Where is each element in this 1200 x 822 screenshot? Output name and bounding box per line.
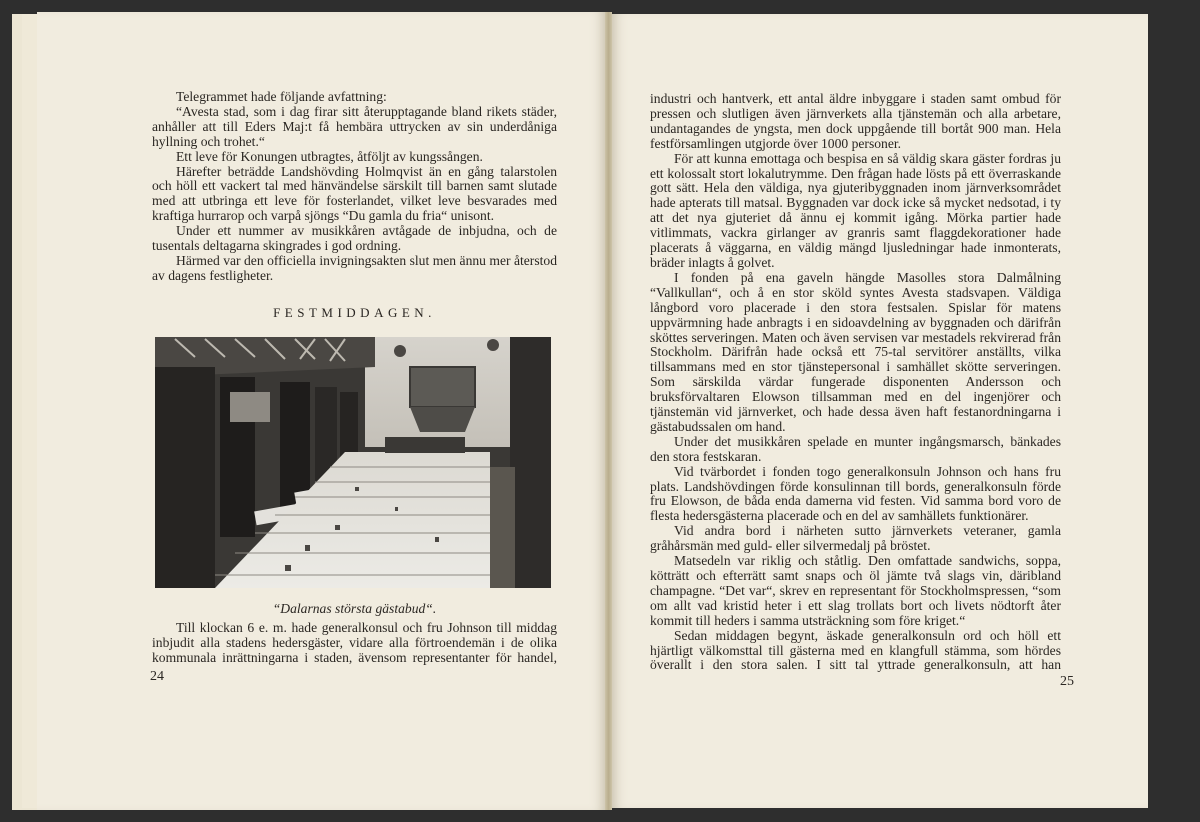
banquet-photo [155,337,551,588]
book-gutter [605,12,612,810]
page-number-left: 24 [150,669,164,684]
paragraph: Under ett nummer av musikkåren avtågade de inbjudna, och de tusentals deltagarna skingrades i god ordning. [152,223,557,254]
paragraph: Till klockan 6 e. m. hade generalkonsul och fru Johnson till middag inbjudit alla stadens hedersgäster, vidare alla förtroendemän i de olika kommunala inrättningarna i staden, ävensom representanter för handel, [152,620,557,665]
left-body-text [152,90,557,284]
photo-caption: “Dalarnas största gästabud“. [272,601,437,616]
paragraph: Telegrammet hade följande avfattning: [176,89,387,104]
paragraph: Härmed var den officiella invigningsakten slut men ännu mer återstod av dagens festligheter. [152,252,557,283]
paragraph: Vid andra bord i närheten sutto järnverkets veteraner, gamla gråhårsmän med guld- eller silvermedalj på bröstet. [650,523,1061,554]
paragraph: I fonden på ena gaveln hängde Masolles stora Dalmålning “Vallkullan“, och å en stor sköld syntes Avesta stadsvapen. Väldiga långbord voro placerade i den stora festsalen. Spislar för matens uppvärmning hade anbragts i en sidoavdelning av byggnaden och därifrån sköttes serveringen. Maten och även servisen var mestadels rekvirerad från Stockholm. Därifrån hade också ett 75-tal servitörer anställts, vilka tillsammans med en stor tjänstepersonal i samhället skötte serveringen. Som särskilda värdar fungerade disponenten Andersson och bruksförvaltaren Elowson tillsamman med en del ingenjörer och tjänstemän vid järnverket, och hade dessa även haft festanordningarna i gästabudssalen om hand. [650,269,1061,434]
banquet-photo-illustration [155,337,551,588]
paragraph: “Avesta stad, som i dag firar sitt återupptagande bland rikets städer, anhåller att till Eders Maj:t få hembära uttrycken av sin underdåniga hyllning och trohet.“ [152,103,557,149]
paragraph: Under det musikkåren spelade en munter ingångsmarsch, bänkades den stora festskaran. [650,433,1061,464]
paragraph: För att kunna emottaga och bespisa en så väldig skara gäster fordras ju ett kolossalt stort lokalutrymme. Den frågan hade lösts på ett överraskande gott sätt. Hela den väldiga, nya gjuteribyggnaden inom järnverksområdet hade apterats till matsal. Byggnaden var dock icke så mycket nedsotad, i ty att det nya gjuteriet då ännu ej kommit igång. Mörka partier hade vitlimmats, vackra girlanger av granris samt flaggdekorationer hade placerats å väggarna, en väldig mängd ljusledningar hade inmonterats, bräder inlagts å golvet. [650,150,1061,270]
paragraph: Vid tvärbordet i fonden togo generalkonsuln Johnson och hans fru plats. Landshövdingen förde konsulinnan till bords, generalkonsuln förde fru Elowson, de båda enda damerna vid festen. Vid samma bord voro de flesta hedersgästerna placerade och en del av samhällets funktionärer. [650,463,1061,524]
left-body-text-continued [152,621,557,666]
paragraph: Matsedeln var riklig och ståtlig. Den omfattade sandwichs, soppa, kötträtt och efterrätt samt snaps och öl jämte två slags vin, däribland champagne. “Det var“, skrev en representant för Stockholmspressen, “som om allt vad kristid heter i ett slag trollats bort och livets nödtorft åter kommit till heders i samma utsträckning som före kriget.“ [650,553,1061,628]
paragraph: industri och hantverk, ett antal äldre inbyggare i staden samt ombud för pressen och slutligen även järnverkets alla tjänstemän och alla arbetare, undantagandes de yngsta, men dock uppgående till bortåt 900 man. Hela festförsamlingen utgjorde över 1000 personer. [650,91,1061,151]
right-body-text [650,92,1061,673]
paragraph: Ett leve för Konungen utbragtes, åtföljt av kungssången. [176,148,483,164]
section-heading: FESTMIDDAGEN. [273,305,436,320]
paragraph: Härefter beträdde Landshövding Holmqvist än en gång talarstolen och höll ett vackert tal med hänvändelse särskilt till barnen samt slutade med att utbringa ett leve för fosterlandet, vilket leve besvarades med kraftiga hurrarop och varpå sjöngs “Du gamla du fria“ unisont. [152,163,557,224]
paragraph: Sedan middagen begynt, äskade generalkonsuln ord och höll ett hjärtligt välkomsttal till gästerna med en klangfull stämma, som hördes överallt i den stora salen. I sitt tal yttrade generalkonsuln, att han [650,627,1061,673]
page-number-right: 25 [1060,674,1074,689]
